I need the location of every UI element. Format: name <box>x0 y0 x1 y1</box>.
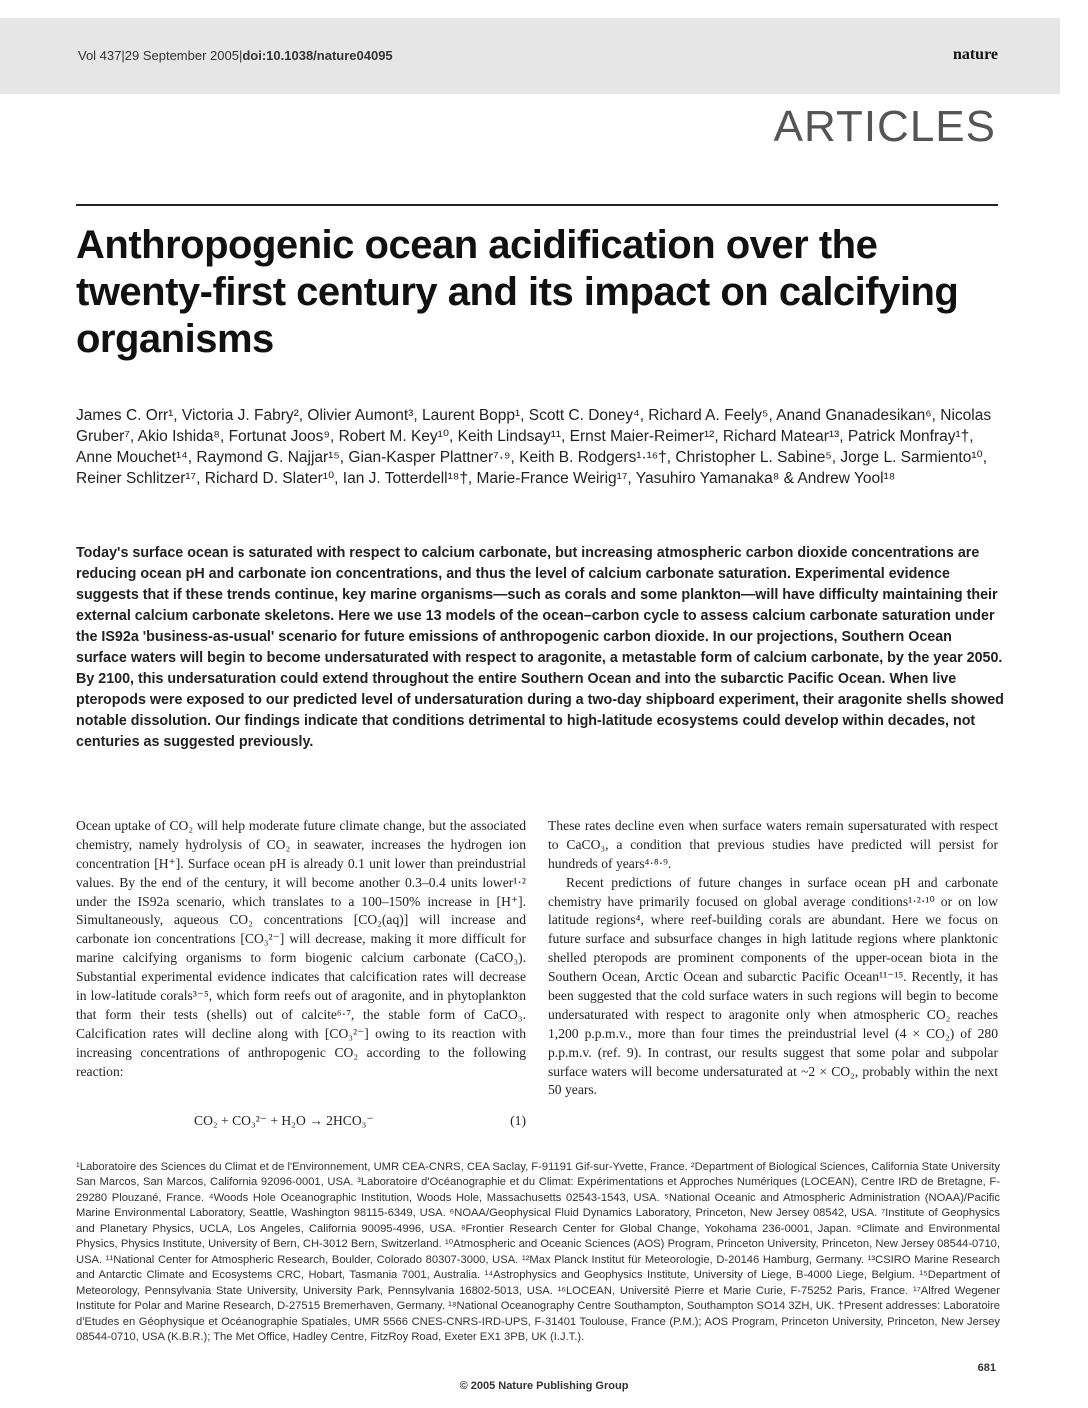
journal-name: nature <box>952 46 998 63</box>
journal-citation: Vol 437|29 September 2005|doi:10.1038/nature04095 <box>78 48 393 63</box>
body-column-left <box>76 817 526 1081</box>
abstract: Today's surface ocean is saturated with respect to calcium carbonate, but increasing atmospheric carbon dioxide concentrations are reducing ocean pH and carbonate ion concentrations, and thus the level of calcium carbonate saturation. Experimental evidence suggests that if these trends continue, key marine organisms—such as corals and some plankton—will have difficulty maintaining their external calcium carbonate skeletons. Here we use 13 models of the ocean–carbon cycle to assess calcium carbonate saturation under the IS92a 'business-as-usual' scenario for future emissions of anthropogenic carbon dioxide. In our projections, Southern Ocean surface waters will begin to become undersaturated with respect to aragonite, a metastable form of calcium carbonate, by the year 2050. By 2100, this undersaturation could extend throughout the entire Southern Ocean and into the subarctic Pacific Ocean. When live pteropods were exposed to our predicted level of undersaturation during a two-day shipboard experiment, their aragonite shells showed notable dissolution. Our findings indicate that conditions detrimental to high-latitude ecosystems could develop within decades, not centuries as suggested previously. <box>76 545 1004 751</box>
affiliations: ¹Laboratoire des Sciences du Climat et de l'Environnement, UMR CEA-CNRS, CEA Saclay, F-91191 Gif-sur-Yvette, France. ²Department of Biological Sciences, California State University San Marcos, San Marcos, California 92096-0001, USA. ³Laboratoire d'Océanographie et du Climat: Expérimentations et Approches Numériques (LOCEAN), Centre IRD de Bretagne, F-29280 Plouzané, France. ⁴Woods Hole Oceanographic Institution, Woods Hole, Massachusetts 02543-1543, USA. ⁵National Oceanic and Atmospheric Administration (NOAA)/Pacific Marine Environmental Laboratory, Seattle, Washington 98115-6349, USA. ⁶NOAA/Geophysical Fluid Dynamics Laboratory, Princeton, New Jersey 08542, USA. ⁷Institute of Geophysics and Planetary Physics, UCLA, Los Angeles, California 90095-4996, USA. ⁸Frontier Research Center for Global Change, Yokohama 236-0001, Japan. ⁹Climate and Environmental Physics, Physics Institute, University of Bern, CH-3012 Bern, Switzerland. ¹⁰Atmospheric and Oceanic Sciences (AOS) Program, Princeton University, Princeton, New Jersey 08544-0710, USA. ¹¹National Center for Atmospheric Research, Boulder, Colorado 80307-3000, USA. ¹²Max Planck Institut für Meteorologie, D-20146 Hamburg, Germany. ¹³CSIRO Marine Research and Antarctic Climate and Ecosystems CRC, Hobart, Tasmania 7001, Australia. ¹⁴Astrophysics and Geophysics Institute, University of Liege, B-4000 Liege, Belgium. ¹⁵Department of Meteorology, Pennsylvania State University, University Park, Pennsylvania 16802-5013, USA. ¹⁶LOCEAN, Université Pierre et Marie Curie, F-75252 Paris, France. ¹⁷Alfred Wegener Institute for Polar and Marine Research, D-27515 Bremerhaven, Germany. ¹⁸National Oceanography Centre Southampton, Southampton SO14 3ZH, UK. †Present addresses: Laboratoire d'Etudes en Géophysique et Océanographie Spatiales, UMR 5566 CNES-CNRS-IRD-UPS, F-31401 Toulouse, France (P.M.); AOS Program, Princeton University, Princeton, New Jersey 08544-0710, USA (K.B.R.); The Met Office, Hadley Centre, FitzRoy Road, Exeter EX1 3PB, UK (I.J.T.). <box>76 1161 1000 1343</box>
body-paragraph: Recent predictions of future changes in surface ocean pH and carbonate chemistry have primarily focused on global average conditions¹·²·¹⁰ or on low latitude regions⁴, where reef-building corals are abundant. Here we focus on future surface and subsurface changes in high latitude regions where planktonic shelled pteropods are prominent components of the upper-ocean biota in the Southern Ocean, Arctic Ocean and subarctic Pacific Ocean¹¹⁻¹⁵. Recently, it has been suggested that the cold surface waters in such regions will begin to become undersaturated with respect to aragonite only when atmospheric CO₂ reaches 1,200 p.p.m.v., more than four times the preindustrial level (4 × CO₂) of 280 p.p.m.v. (ref. 9). In contrast, our results suggest that some polar and subpolar surface waters will become undersaturated at ~2 × CO₂, probably within the next 50 years. <box>548 874 998 1098</box>
body-paragraph: Ocean uptake of CO₂ will help moderate future climate change, but the associated chemistry, namely hydrolysis of CO₂ in seawater, increases the hydrogen ion concentration [H⁺]. Surface ocean pH is already 0.1 unit lower than preindustrial values. By the end of the century, it will become another 0.3–0.4 units lower¹·² under the IS92a scenario, which translates to a 100–150% increase in [H⁺]. Simultaneously, aqueous CO₂ concentrations [CO₂(aq)] will increase and carbonate ion concentrations [CO₃²⁻] will decrease, making it more difficult for marine calcifying organisms to form biogenic calcium carbonate (CaCO₃). Substantial experimental evidence indicates that calcification rates will decrease in low-latitude corals³⁻⁵, which form reefs out of aragonite, and in phytoplankton that form their tests (shells) out of calcite⁶·⁷, the stable form of CaCO₃. Calcification rates will decline along with [CO₃²⁻] owing to its reaction with increasing concentrations of anthropogenic CO₂ according to the following reaction: <box>76 818 526 1079</box>
issue-date: 29 September 2005 <box>124 48 239 63</box>
volume: Vol 437 <box>78 48 122 63</box>
author-list: James C. Orr¹, Victoria J. Fabry², Olivier Aumont³, Laurent Bopp¹, Scott C. Doney⁴, Richard A. Feely⁵, Anand Gnanadesikan⁶, Nicolas Gruber⁷, Akio Ishida⁸, Fortunat Joos⁹, Robert M. Key¹⁰, Keith Lindsay¹¹, Ernst Maier-Reimer¹², Richard Matear¹³, Patrick Monfray¹†, Anne Mouchet¹⁴, Raymond G. Najjar¹⁵, Gian-Kasper Plattner⁷·⁹, Keith B. Rodgers¹·¹⁶†, Christopher L. Sabine⁵, Jorge L. Sarmiento¹⁰, Reiner Schlitzer¹⁷, Richard D. Slater¹⁰, Ian J. Totterdell¹⁸†, Marie-France Weirig¹⁷, Yasuhiro Yamanaka⁸ & Andrew Yool¹⁸ <box>76 407 992 488</box>
body-column-right <box>548 817 998 1100</box>
body-paragraph: These rates decline even when surface waters remain supersaturated with respect to CaCO₃, a condition that previous studies have predicted will persist for hundreds of years⁴·⁸·⁹. <box>548 818 998 871</box>
section-label: ARTICLES <box>773 102 996 151</box>
page-number: 681 <box>977 1362 996 1374</box>
equation-number: (1) <box>510 1113 526 1128</box>
copyright: © 2005 Nature Publishing Group <box>459 1380 629 1392</box>
doi: doi:10.1038/nature04095 <box>242 48 393 63</box>
equation-text: CO₂ + CO₃²⁻ + H₂O → 2HCO₃⁻ <box>194 1113 374 1128</box>
title-rule <box>76 204 998 206</box>
article-title: Anthropogenic ocean acidification over the twenty-first century and its impact on calcifying organisms <box>76 223 959 362</box>
